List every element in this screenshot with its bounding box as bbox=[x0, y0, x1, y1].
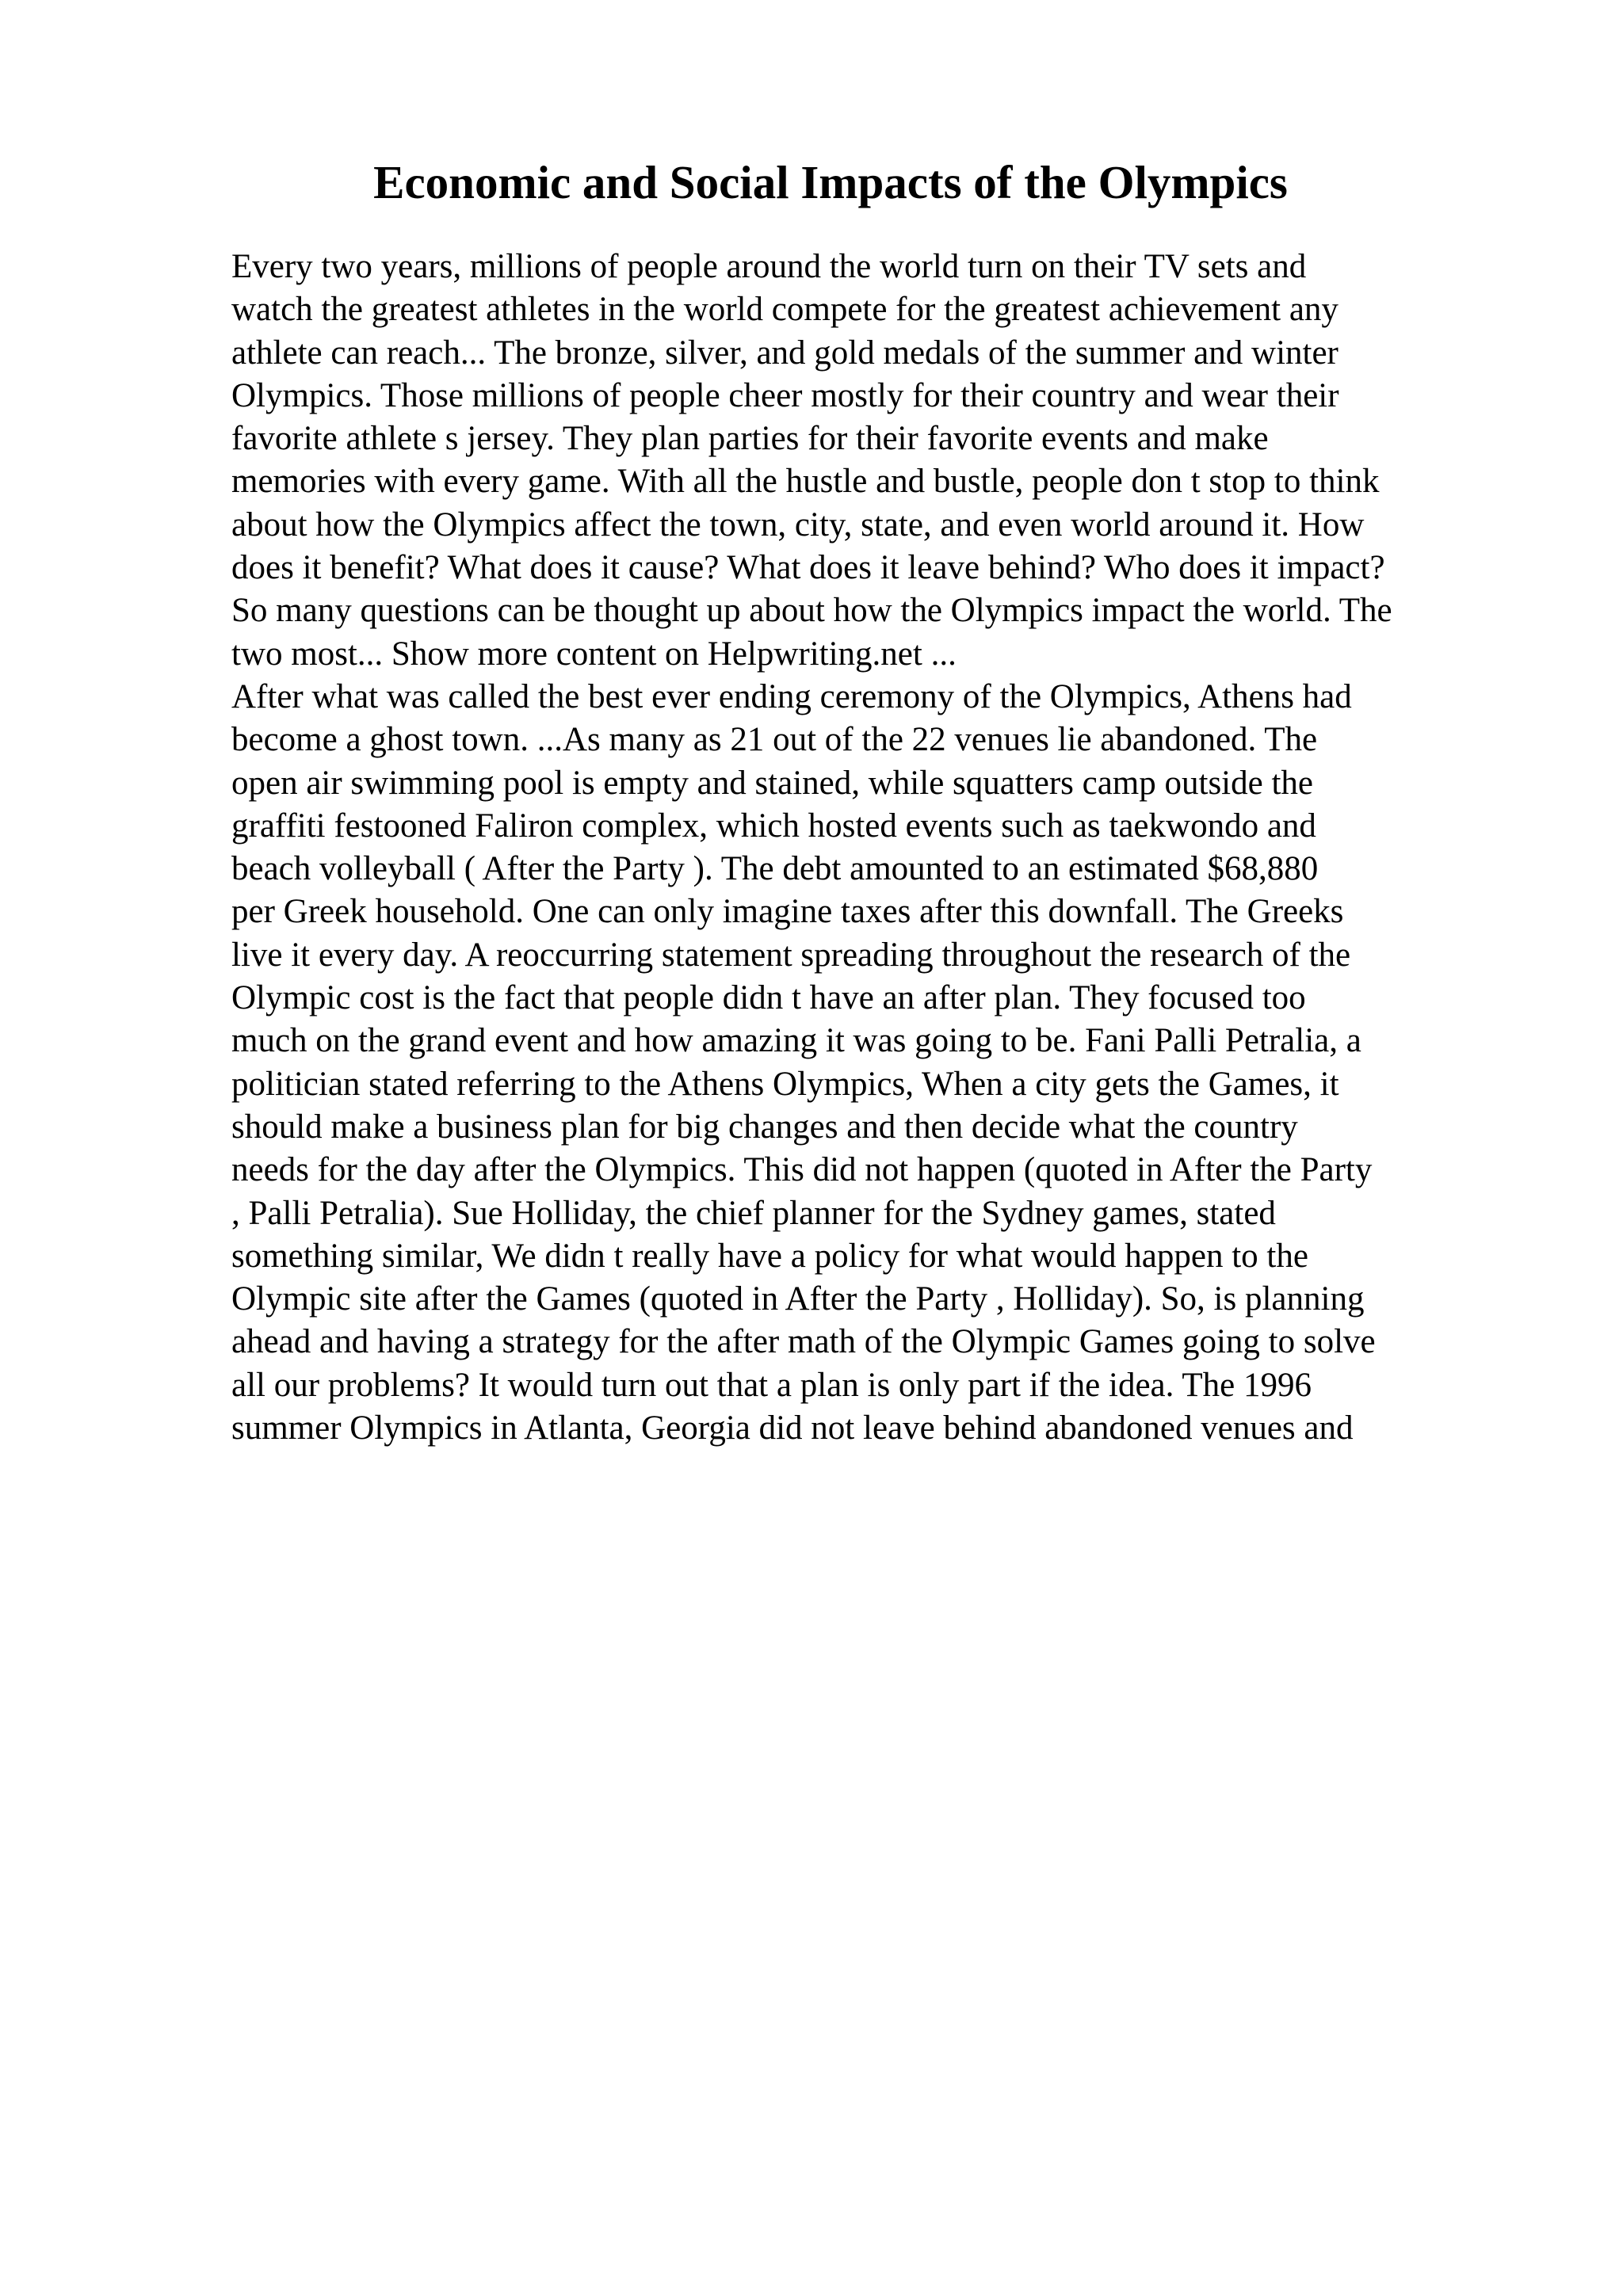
text-line: graffiti festooned Faliron complex, which hosted events such as taekwondo and bbox=[231, 807, 1316, 845]
text-line: Every two years, millions of people around the world turn on their TV sets and bbox=[231, 248, 1307, 285]
text-line: Olympic site after the Games (quoted in After the Party , Holliday). So, is planning bbox=[231, 1280, 1365, 1318]
text-line: , Palli Petralia). Sue Holliday, the chief planner for the Sydney games, stated bbox=[231, 1194, 1276, 1232]
text-line: So many questions can be thought up about how the Olympics impact the world. The bbox=[231, 592, 1392, 630]
text-line: favorite athlete s jersey. They plan parties for their favorite events and make bbox=[231, 420, 1269, 458]
text-line: After what was called the best ever ending ceremony of the Olympics, Athens had bbox=[231, 677, 1352, 715]
text-line: per Greek household. One can only imagine taxes after this downfall. The Greeks bbox=[231, 893, 1344, 931]
text-line: does it benefit? What does it cause? What does it leave behind? Who does it impact? bbox=[231, 549, 1385, 587]
text-line: something similar, We didn t really have a policy for what would happen to the bbox=[231, 1237, 1308, 1275]
text-line: needs for the day after the Olympics. This did not happen (quoted in After the Party bbox=[231, 1151, 1373, 1189]
text-line: all our problems? It would turn out that a plan is only part if the idea. The 1996 bbox=[231, 1366, 1312, 1404]
text-line: Olympic cost is the fact that people didn t have an after plan. They focused too bbox=[231, 979, 1306, 1017]
text-line: watch the greatest athletes in the world compete for the greatest achievement any bbox=[231, 291, 1338, 329]
text-line: politician stated referring to the Athens Olympics, When a city gets the Games, it bbox=[231, 1065, 1339, 1103]
text-line: summer Olympics in Atlanta, Georgia did not leave behind abandoned venues and bbox=[231, 1409, 1354, 1447]
text-line: beach volleyball ( After the Party ). The debt amounted to an estimated $68,880 bbox=[231, 850, 1319, 888]
document-body bbox=[231, 246, 1499, 1450]
text-line: two most... Show more content on Helpwriting.net ... bbox=[231, 635, 957, 673]
text-line: about how the Olympics affect the town, city, state, and even world around it. How bbox=[231, 505, 1365, 543]
text-line: open air swimming pool is empty and stained, while squatters camp outside the bbox=[231, 764, 1313, 802]
text-line: memories with every game. With all the hustle and bustle, people don t stop to think bbox=[231, 463, 1380, 501]
text-line: athlete can reach... The bronze, silver, and gold medals of the summer and winter bbox=[231, 334, 1338, 372]
text-line: Olympics. Those millions of people cheer mostly for their country and wear their bbox=[231, 376, 1339, 414]
text-line: should make a business plan for big changes and then decide what the country bbox=[231, 1108, 1298, 1146]
text-line: live it every day. A reoccurring statement spreading throughout the research of the bbox=[231, 936, 1351, 974]
text-line: become a ghost town. ...As many as 21 out of the 22 venues lie abandoned. The bbox=[231, 721, 1318, 759]
document-title: Economic and Social Impacts of the Olympics bbox=[373, 156, 1288, 208]
text-line: much on the grand event and how amazing it was going to be. Fani Palli Petralia, a bbox=[231, 1022, 1361, 1060]
text-line: ahead and having a strategy for the after math of the Olympic Games going to solve bbox=[231, 1323, 1376, 1361]
